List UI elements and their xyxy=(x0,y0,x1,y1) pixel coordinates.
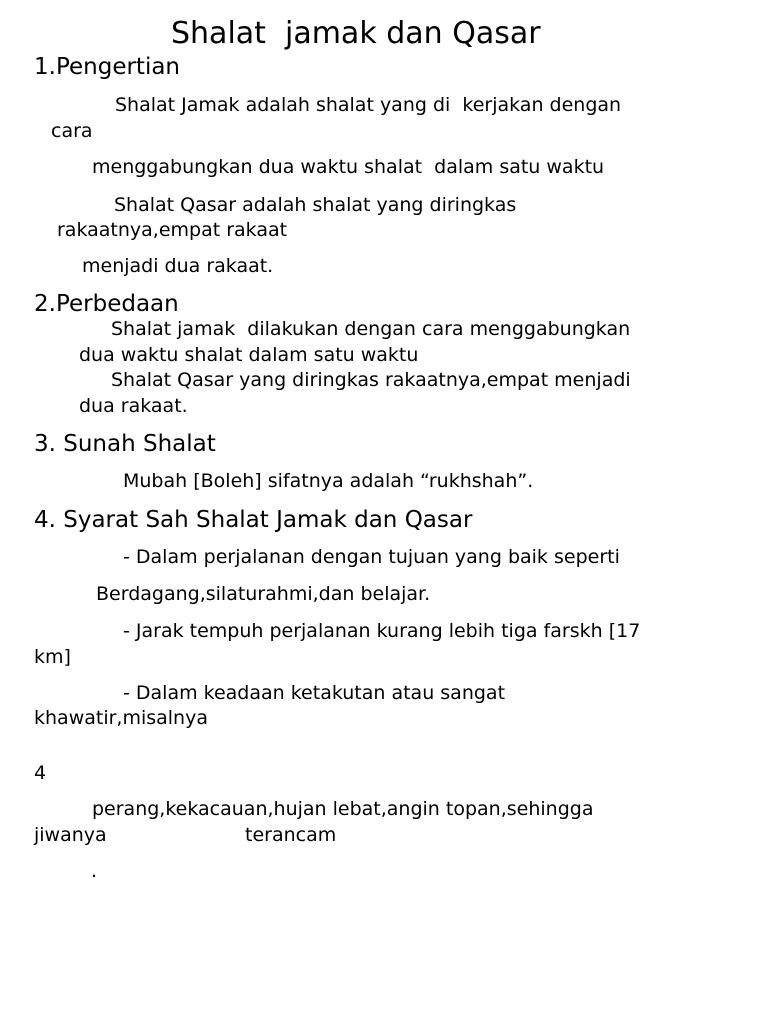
paragraph-line: Shalat Qasar yang diringkas rakaatnya,empat menjadi xyxy=(111,369,631,391)
stray-number: 4 xyxy=(34,762,47,784)
list-item-line: - Dalam keadaan ketakutan atau sangat xyxy=(123,682,506,704)
paragraph-line: dua rakaat. xyxy=(79,395,188,417)
list-item-line: perang,kekacauan,hujan lebat,angin topan,sehingga xyxy=(92,798,594,820)
section-heading-pengertian: 1.Pengertian xyxy=(34,54,181,80)
paragraph-line: Shalat jamak dilakukan dengan cara menggabungkan xyxy=(111,318,631,340)
list-item-line: - Jarak tempuh perjalanan kurang lebih tiga farskh [17 xyxy=(123,620,641,642)
list-item-line: Berdagang,silaturahmi,dan belajar. xyxy=(96,583,431,605)
list-item-line: jiwanya xyxy=(34,824,107,846)
section-heading-syarat-sah: 4. Syarat Sah Shalat Jamak dan Qasar xyxy=(34,507,473,533)
list-item-line: km] xyxy=(34,646,71,668)
list-item-line: - Dalam perjalanan dengan tujuan yang baik seperti xyxy=(123,546,620,568)
paragraph-line: rakaatnya,empat rakaat xyxy=(57,219,288,241)
list-item-line: khawatir,misalnya xyxy=(34,707,208,729)
paragraph-line: menggabungkan dua waktu shalat dalam satu waktu xyxy=(92,156,605,178)
section-heading-perbedaan: 2.Perbedaan xyxy=(34,291,179,317)
list-item-line: terancam xyxy=(245,824,337,846)
paragraph-line: Mubah [Boleh] sifatnya adalah “rukhshah”. xyxy=(123,470,534,492)
section-heading-sunah-shalat: 3. Sunah Shalat xyxy=(34,431,216,457)
paragraph-line: Shalat Qasar adalah shalat yang diringkas xyxy=(114,194,517,216)
paragraph-line: Shalat Jamak adalah shalat yang di kerjakan dengan xyxy=(115,94,622,116)
trailing-period: . xyxy=(91,860,98,882)
paragraph-line: dua waktu shalat dalam satu waktu xyxy=(79,344,419,366)
page-title: Shalat jamak dan Qasar xyxy=(171,16,541,51)
paragraph-line: cara xyxy=(51,120,93,142)
paragraph-line: menjadi dua rakaat. xyxy=(82,255,274,277)
